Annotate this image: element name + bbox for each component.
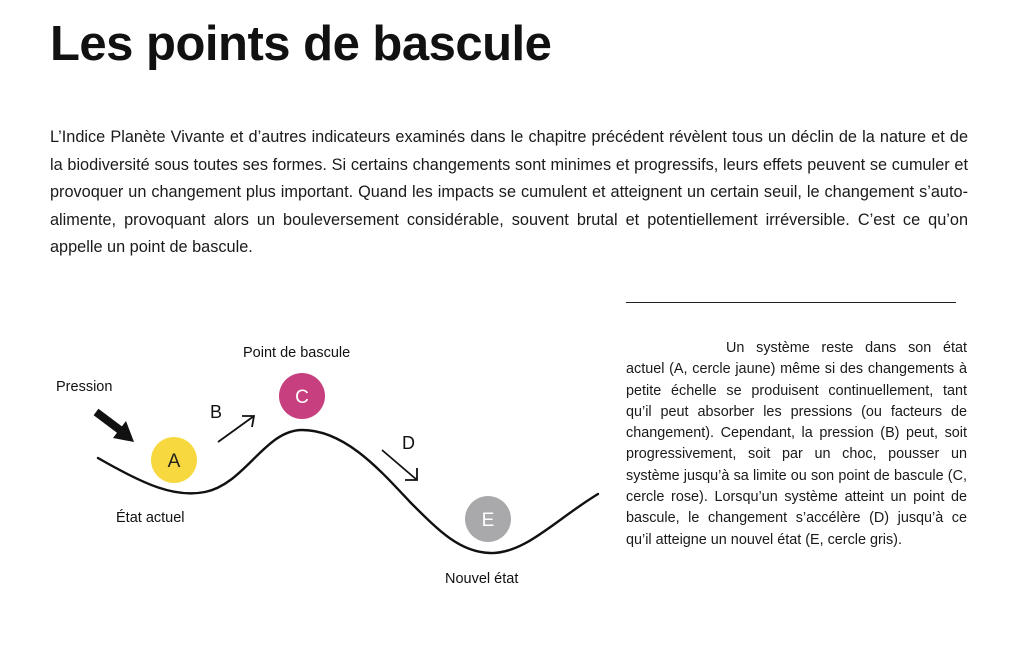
label-nouvel-etat: Nouvel état: [445, 571, 519, 587]
circle-a-letter: A: [167, 451, 181, 472]
section-divider: [626, 302, 956, 303]
label-point-de-bascule: Point de bascule: [243, 345, 351, 361]
explanation-text: Un système reste dans son état actuel (A, cercle jaune) même si des changements à petite échelle se produisent continuellement, tant qu’il peut absorber les pressions (ou facteurs de changement). Cependant, la pression (B) peut, soit progressivement, soit par un choc, pousser un système jusqu’à sa limite ou son point de bascule (C, cercle rose). Lorsqu’un système atteint un point de bascule, le changement s’accélère (D) jusqu’à ce qu’il atteigne un nouvel état (E, cercle gris).: [626, 340, 967, 548]
pressure-arrow-icon: [96, 412, 134, 442]
circle-c-letter: C: [295, 387, 309, 408]
label-d: D: [402, 433, 415, 453]
label-pression: Pression: [56, 379, 113, 395]
tipping-point-diagram: [0, 330, 610, 600]
arrow-d-icon: [382, 450, 417, 480]
label-b: B: [210, 402, 223, 422]
label-etat-actuel: État actuel: [116, 510, 185, 526]
intro-paragraph: L’Indice Planète Vivante et d’autres indicateurs examinés dans le chapitre précédent révèlent tous un déclin de la nature et de la biodiversité sous toutes ses formes. Si certains changements sont minimes et progressifs, leurs effets peuvent se cumuler et provoquer un changement plus important. Quand les impacts se cumulent et atteignent un certain seuil, le changement s’auto-alimente, provoquant alors un bouleversement considérable, souvent brutal et potentiellement irréversible. C’est ce qu’on appelle un point de bascule.: [50, 128, 968, 257]
arrow-b-icon: [218, 416, 254, 442]
page-title: Les points de bascule: [50, 17, 552, 71]
circle-e-letter: E: [481, 510, 495, 531]
